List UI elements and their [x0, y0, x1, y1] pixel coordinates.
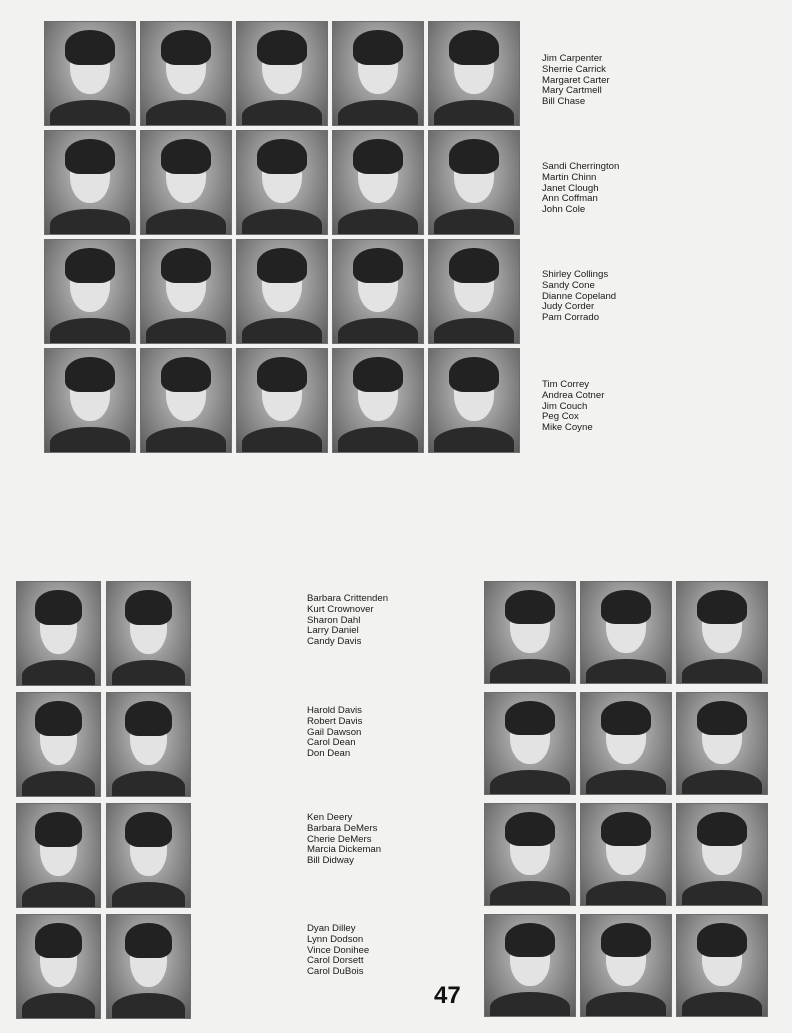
bottom-names-row-4: [307, 924, 369, 978]
top-photo-grid: [44, 21, 520, 453]
student-name: Robert Davis: [307, 715, 363, 727]
student-name: Sandi Cherrington: [542, 161, 620, 172]
student-portrait: [676, 692, 768, 795]
page-number: 47: [434, 982, 461, 1009]
student-portrait: [580, 914, 672, 1017]
student-name: Barbara Crittenden: [307, 593, 389, 604]
student-name: Mike Coyne: [542, 422, 593, 434]
student-portrait: [44, 130, 136, 235]
top-names-row-3: [542, 270, 616, 324]
student-portrait: [428, 130, 520, 235]
student-portrait: [332, 348, 424, 453]
student-portrait: [16, 581, 101, 686]
student-portrait: [44, 239, 136, 344]
student-name: Larry Daniel: [307, 625, 359, 637]
student-portrait: [676, 803, 768, 906]
student-name: Carol Dorsett: [307, 955, 364, 967]
student-name: Margaret Carter: [542, 74, 610, 86]
student-name: Bill Chase: [542, 96, 586, 108]
student-portrait: [676, 581, 768, 684]
student-portrait: [16, 692, 101, 797]
student-name: Cherie DeMers: [307, 833, 372, 845]
student-name: Mary Cartmell: [542, 85, 602, 97]
student-name: Marcia Dickeman: [307, 844, 382, 856]
student-name: Shirley Collings: [542, 269, 609, 280]
student-name: Gail Dawson: [307, 726, 362, 738]
student-name: John Cole: [542, 204, 586, 216]
top-names-row-2: [542, 162, 619, 216]
student-portrait: [140, 21, 232, 126]
top-names-row-1: [542, 54, 610, 108]
student-portrait: [676, 914, 768, 1017]
bottom-left-photo-grid: [16, 581, 191, 1019]
student-portrait: [106, 581, 191, 686]
student-name: Bill Didway: [307, 855, 354, 867]
student-portrait: [484, 692, 576, 795]
student-portrait: [16, 914, 101, 1019]
student-portrait: [140, 239, 232, 344]
student-name: Sandy Cone: [542, 279, 595, 291]
student-portrait: [106, 803, 191, 908]
student-portrait: [428, 21, 520, 126]
bottom-names-row-3: [307, 813, 381, 867]
student-name: Carol DuBois: [307, 966, 364, 978]
student-name: Tim Correy: [542, 379, 590, 390]
student-name: Lynn Dodson: [307, 933, 364, 945]
student-name: Ann Coffman: [542, 193, 598, 205]
student-portrait: [484, 803, 576, 906]
student-portrait: [580, 803, 672, 906]
student-portrait: [16, 803, 101, 908]
student-portrait: [428, 348, 520, 453]
student-name: Dianne Copeland: [542, 290, 617, 302]
bottom-right-photo-grid: [484, 581, 768, 1017]
student-portrait: [106, 914, 191, 1019]
student-portrait: [236, 130, 328, 235]
student-portrait: [106, 692, 191, 797]
student-portrait: [332, 21, 424, 126]
student-name: Don Dean: [307, 748, 351, 760]
student-portrait: [236, 239, 328, 344]
student-portrait: [140, 130, 232, 235]
student-name: Peg Cox: [542, 411, 579, 423]
student-portrait: [484, 914, 576, 1017]
top-names-row-4: [542, 380, 604, 434]
student-name: Carol Dean: [307, 737, 356, 749]
student-name: Candy Davis: [307, 636, 362, 648]
student-portrait: [332, 239, 424, 344]
student-portrait: [236, 21, 328, 126]
student-portrait: [332, 130, 424, 235]
student-portrait: [44, 21, 136, 126]
student-name: Ken Deery: [307, 812, 353, 823]
student-portrait: [580, 692, 672, 795]
student-name: Pam Corrado: [542, 312, 600, 324]
student-name: Martin Chinn: [542, 171, 597, 183]
student-name: Dyan Dilley: [307, 923, 356, 934]
bottom-names-row-1: [307, 594, 388, 648]
student-name: Sherrie Carrick: [542, 63, 606, 75]
student-portrait: [140, 348, 232, 453]
student-name: Jim Carpenter: [542, 53, 603, 64]
student-portrait: [580, 581, 672, 684]
student-name: Barbara DeMers: [307, 822, 378, 834]
student-portrait: [428, 239, 520, 344]
student-portrait: [44, 348, 136, 453]
student-name: Sharon Dahl: [307, 614, 361, 626]
student-portrait: [484, 581, 576, 684]
student-portrait: [236, 348, 328, 453]
bottom-names-row-2: [307, 706, 362, 760]
student-name: Jim Couch: [542, 400, 588, 412]
student-name: Andrea Cotner: [542, 389, 605, 401]
student-name: Judy Corder: [542, 301, 595, 313]
student-name: Janet Clough: [542, 182, 599, 194]
student-name: Harold Davis: [307, 705, 362, 716]
student-name: Vince Donihee: [307, 944, 370, 956]
student-name: Kurt Crownover: [307, 603, 374, 615]
